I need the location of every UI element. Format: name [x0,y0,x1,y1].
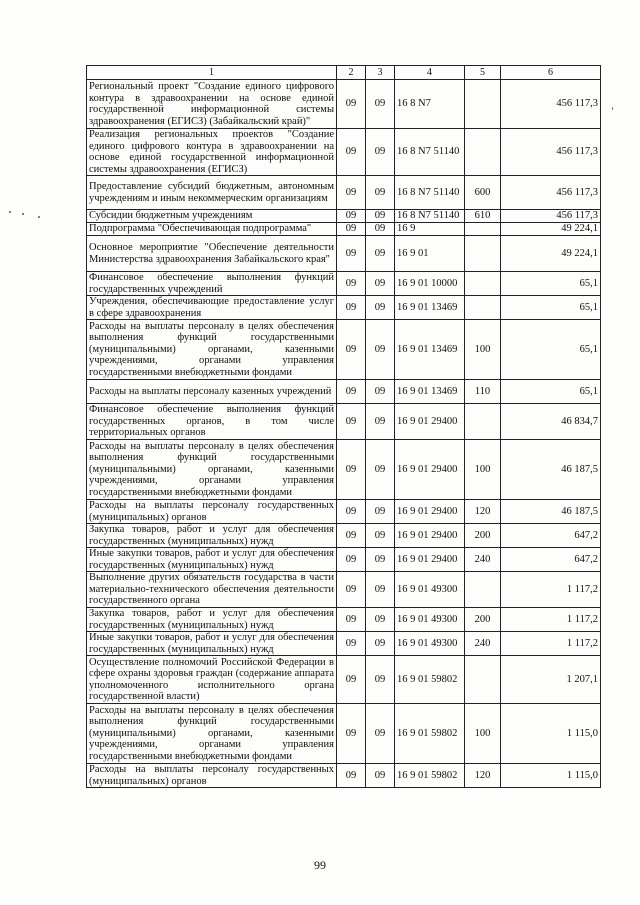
row-subsection-cell: 09 [366,272,395,296]
row-amount-cell: 1 117,2 [501,608,601,632]
table-row [87,764,601,788]
row-amount-cell: 49 224,1 [501,236,601,272]
row-subsection-cell: 09 [366,656,395,704]
row-target-article-cell: 16 9 01 [395,236,465,272]
row-name-cell: Субсидии бюджетным учреждениям [87,210,337,223]
row-target-article-cell: 16 9 01 29400 [395,500,465,524]
col-header-amount: 6 [501,66,601,80]
row-target-article-cell: 16 9 01 29400 [395,524,465,548]
row-subsection-cell: 09 [366,223,395,236]
budget-table [86,65,601,788]
row-name-cell: Подпрограмма "Обеспечивающая подпрограмма" [87,223,337,236]
table-row [87,524,601,548]
row-target-article-cell: 16 9 01 49300 [395,632,465,656]
table-row [87,129,601,176]
row-subsection-cell: 09 [366,500,395,524]
table-row [87,210,601,223]
row-section-cell: 09 [337,608,366,632]
table-body [87,80,601,788]
row-section-cell: 09 [337,223,366,236]
row-amount-cell: 65,1 [501,380,601,404]
row-amount-cell: 456 117,3 [501,129,601,176]
row-name-cell: Финансовое обеспечение выполнения функций государственных учреждений [87,272,337,296]
table-row [87,656,601,704]
row-subsection-cell: 09 [366,404,395,440]
col-header-section: 2 [337,66,366,80]
row-subsection-cell: 09 [366,380,395,404]
row-section-cell: 09 [337,236,366,272]
table-row [87,632,601,656]
row-subsection-cell: 09 [366,129,395,176]
row-amount-cell: 46 834,7 [501,404,601,440]
row-section-cell: 09 [337,404,366,440]
row-subsection-cell: 09 [366,80,395,129]
row-target-article-cell: 16 9 01 13469 [395,380,465,404]
row-name-cell: Учреждения, обеспечивающие предоставление услуг в сфере здравоохранения [87,296,337,320]
table-row [87,500,601,524]
table-row [87,223,601,236]
scan-speck [612,107,613,110]
row-section-cell: 09 [337,320,366,380]
col-header-name: 1 [87,66,337,80]
row-subsection-cell: 09 [366,524,395,548]
row-target-article-cell: 16 9 01 59802 [395,656,465,704]
row-expense-type-cell [465,272,501,296]
row-subsection-cell: 09 [366,176,395,210]
row-name-cell: Расходы на выплаты персоналу в целях обеспечения выполнения функций государственными (муниципальными) органами, казенными учреждениями, органами управления государственными внебюджетными фондами [87,320,337,380]
row-section-cell: 09 [337,296,366,320]
row-expense-type-cell: 110 [465,380,501,404]
row-target-article-cell: 16 9 01 13469 [395,296,465,320]
table-row [87,272,601,296]
row-amount-cell: 46 187,5 [501,440,601,500]
row-name-cell: Закупка товаров, работ и услуг для обеспечения государственных (муниципальных) нужд [87,608,337,632]
row-section-cell: 09 [337,764,366,788]
table-row [87,548,601,572]
row-name-cell: Расходы на выплаты персоналу государственных (муниципальных) органов [87,764,337,788]
row-target-article-cell: 16 9 01 29400 [395,404,465,440]
table-row [87,704,601,764]
table-row [87,404,601,440]
row-section-cell: 09 [337,524,366,548]
row-name-cell: Осуществление полномочий Российской Федерации в сфере охраны здоровья граждан (содержание аппарата уполномоченного исполнительного органа государственной власти) [87,656,337,704]
row-target-article-cell: 16 9 01 13469 [395,320,465,380]
table-row [87,440,601,500]
table-row [87,236,601,272]
scan-speck [22,213,24,215]
row-name-cell: Расходы на выплаты персоналу государственных (муниципальных) органов [87,500,337,524]
table-row [87,176,601,210]
row-subsection-cell: 09 [366,296,395,320]
row-name-cell: Выполнение других обязательств государства в части материально-технического обеспечения деятельности государственного органа [87,572,337,608]
row-section-cell: 09 [337,632,366,656]
table-row [87,80,601,129]
row-subsection-cell: 09 [366,608,395,632]
row-section-cell: 09 [337,704,366,764]
row-expense-type-cell [465,80,501,129]
row-target-article-cell: 16 9 01 49300 [395,572,465,608]
row-amount-cell: 1 117,2 [501,632,601,656]
row-amount-cell: 65,1 [501,272,601,296]
row-section-cell: 09 [337,500,366,524]
page-number: 99 [314,858,326,872]
col-header-target-article: 4 [395,66,465,80]
row-expense-type-cell [465,572,501,608]
row-amount-cell: 647,2 [501,548,601,572]
row-name-cell: Иные закупки товаров, работ и услуг для обеспечения государственных (муниципальных) нужд [87,548,337,572]
row-expense-type-cell [465,656,501,704]
row-amount-cell: 1 115,0 [501,764,601,788]
row-subsection-cell: 09 [366,210,395,223]
col-header-expense-type: 5 [465,66,501,80]
row-expense-type-cell: 100 [465,440,501,500]
row-target-article-cell: 16 9 01 59802 [395,764,465,788]
row-name-cell: Расходы на выплаты персоналу казенных учреждений [87,380,337,404]
row-amount-cell: 647,2 [501,524,601,548]
row-section-cell: 09 [337,656,366,704]
row-target-article-cell: 16 9 01 59802 [395,704,465,764]
row-name-cell: Финансовое обеспечение выполнения функций государственных органов, в том числе территориальных органов [87,404,337,440]
row-section-cell: 09 [337,548,366,572]
row-section-cell: 09 [337,80,366,129]
row-subsection-cell: 09 [366,440,395,500]
row-target-article-cell: 16 9 01 29400 [395,548,465,572]
row-section-cell: 09 [337,210,366,223]
row-section-cell: 09 [337,572,366,608]
row-expense-type-cell: 120 [465,500,501,524]
row-target-article-cell: 16 9 01 49300 [395,608,465,632]
row-amount-cell: 1 115,0 [501,704,601,764]
row-amount-cell: 49 224,1 [501,223,601,236]
row-amount-cell: 1 207,1 [501,656,601,704]
scan-speck [9,211,11,213]
row-name-cell: Расходы на выплаты персоналу в целях обеспечения выполнения функций государственными (муниципальными) органами, казенными учреждениями, органами управления государственными внебюджетными фондами [87,704,337,764]
row-section-cell: 09 [337,380,366,404]
row-subsection-cell: 09 [366,548,395,572]
row-target-article-cell: 16 8 N7 51140 [395,129,465,176]
row-expense-type-cell [465,236,501,272]
row-subsection-cell: 09 [366,236,395,272]
row-amount-cell: 1 117,2 [501,572,601,608]
row-amount-cell: 456 117,3 [501,176,601,210]
row-expense-type-cell: 100 [465,704,501,764]
row-target-article-cell: 16 8 N7 [395,80,465,129]
row-subsection-cell: 09 [366,632,395,656]
row-amount-cell: 65,1 [501,296,601,320]
scan-speck [38,216,40,218]
table-row [87,296,601,320]
row-section-cell: 09 [337,176,366,210]
row-amount-cell: 65,1 [501,320,601,380]
row-section-cell: 09 [337,129,366,176]
row-target-article-cell: 16 9 01 29400 [395,440,465,500]
row-section-cell: 09 [337,440,366,500]
row-expense-type-cell [465,296,501,320]
row-expense-type-cell: 240 [465,548,501,572]
row-name-cell: Расходы на выплаты персоналу в целях обеспечения выполнения функций государственными (муниципальными) органами, казенными учреждениями, органами управления государственными внебюджетными фондами [87,440,337,500]
row-name-cell: Основное мероприятие "Обеспечение деятельности Министерства здравоохранения Забайкальского края" [87,236,337,272]
row-expense-type-cell: 200 [465,524,501,548]
table-row [87,320,601,380]
row-section-cell: 09 [337,272,366,296]
row-name-cell: Региональный проект "Создание единого цифрового контура в здравоохранении на основе единой государственной информационной системы здравоохранения (ЕГИСЗ) (Забайкальский край)" [87,80,337,129]
row-subsection-cell: 09 [366,764,395,788]
row-amount-cell: 456 117,3 [501,80,601,129]
row-subsection-cell: 09 [366,704,395,764]
row-name-cell: Иные закупки товаров, работ и услуг для обеспечения государственных (муниципальных) нужд [87,632,337,656]
row-name-cell: Предоставление субсидий бюджетным, автономным учреждениям и иным некоммерческим организациям [87,176,337,210]
row-expense-type-cell: 600 [465,176,501,210]
row-expense-type-cell [465,223,501,236]
row-expense-type-cell: 100 [465,320,501,380]
row-expense-type-cell: 120 [465,764,501,788]
row-name-cell: Реализация региональных проектов "Создание единого цифрового контура в здравоохранении на основе единой государственной информационной системы здравоохранения (ЕГИСЗ) [87,129,337,176]
table-row [87,608,601,632]
table-row [87,380,601,404]
row-expense-type-cell: 200 [465,608,501,632]
row-target-article-cell: 16 9 01 10000 [395,272,465,296]
row-subsection-cell: 09 [366,572,395,608]
row-name-cell: Закупка товаров, работ и услуг для обеспечения государственных (муниципальных) нужд [87,524,337,548]
row-amount-cell: 46 187,5 [501,500,601,524]
row-expense-type-cell: 240 [465,632,501,656]
header-row [87,66,601,80]
row-target-article-cell: 16 8 N7 51140 [395,210,465,223]
table-row [87,572,601,608]
row-target-article-cell: 16 8 N7 51140 [395,176,465,210]
row-amount-cell: 456 117,3 [501,210,601,223]
row-expense-type-cell [465,129,501,176]
row-expense-type-cell [465,404,501,440]
row-subsection-cell: 09 [366,320,395,380]
col-header-subsection: 3 [366,66,395,80]
row-target-article-cell: 16 9 [395,223,465,236]
row-expense-type-cell: 610 [465,210,501,223]
